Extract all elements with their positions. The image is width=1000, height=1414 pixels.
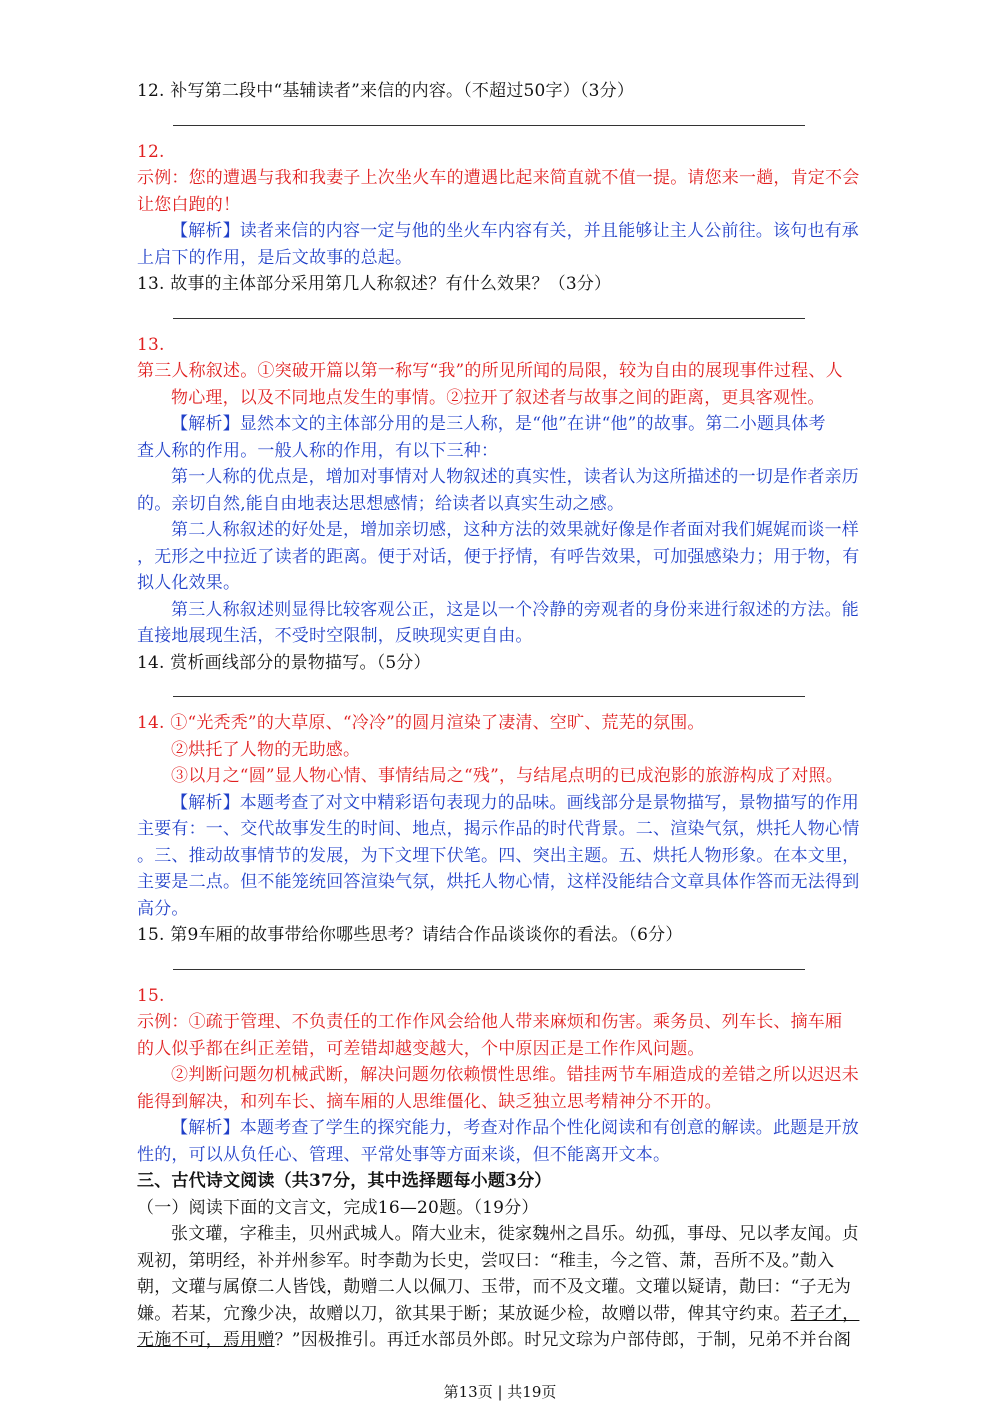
- answer-line-15: [137, 949, 882, 983]
- answer-13-line-2: 物心理，以及不同地点发生的事情。②拉开了叙述者与故事之间的距离，更具客观性。: [171, 387, 825, 408]
- analysis-14-line-3: 。三、推动故事情节的发展，为下文埋下伏笔。四、突出主题。五、烘托人物形象。在本文里，: [137, 845, 860, 866]
- underlined-phrase-1: 若子才，: [790, 1303, 860, 1324]
- analysis-13-line-5: 第二人称叙述的好处是，增加亲切感，这种方法的效果就好像是作者面对我们娓娓而谈一样: [171, 520, 859, 540]
- section-heading: 三、古代诗文阅读（共37分，其中选择题每小题3分）: [137, 1171, 552, 1191]
- question-15: 15. 第9车厢的故事带给你哪些思考？请结合作品谈谈你的看法。（6分）: [137, 925, 683, 945]
- analysis-13-line-4: 的。亲切自然,能自由地表达思想感情；给读者以真实生动之感。: [137, 493, 625, 514]
- analysis-13-line-7: 拟人化效果。: [137, 573, 241, 593]
- answer-13-line-1: 第三人称叙述。①突破开篇以第一称写“我”的所见所闻的局限，较为自由的展现事件过程、人: [137, 361, 843, 381]
- question-12: 12. 补写第二段中“基辅读者”来信的内容。（不超过50字）（3分）: [137, 81, 635, 101]
- passage-line-4-text: 嫌。若某，宂豫少决，故赠以刀，欲其果于断；某放诞少检，故赠以带，俾其守约束。: [137, 1303, 791, 1324]
- page-footer: 第13页 | 共19页: [443, 1383, 557, 1401]
- passage-line-5-text: ？”因极推引。再迁水部员外郎。时兄文琮为户部侍郎，于制，兄弟不并台阁: [274, 1330, 852, 1350]
- analysis-13-line-8: 第三人称叙述则显得比较客观公正，这是以一个冷静的旁观者的身份来进行叙述的方法。能: [171, 599, 859, 620]
- question-14: 14. 赏析画线部分的景物描写。（5分）: [137, 652, 431, 673]
- passage-line-2: 观初，第明经，补并州参军。时李勣为长史，尝叹曰：“稚圭，今之管、萧，吾所不及。”勣入: [137, 1250, 835, 1271]
- analysis-15-line-1: 【解析】本题考查了学生的探究能力，考查对作品个性化阅读和有创意的解读。此题是开放: [171, 1118, 859, 1138]
- answer-14-line-3: ③以月之“圆”显人物心情、事情结局之“残”，与结尾点明的已成泡影的旅游构成了对照。: [171, 766, 843, 786]
- answer-14-line-1: 14. ①“光秃秃”的大草原、“冷冷”的圆月渲染了凄清、空旷、荒芜的氛围。: [137, 713, 705, 733]
- analysis-12-line-2: 上启下的作用，是后文故事的总起。: [137, 247, 413, 268]
- answer-15-line-2: 的人似乎都在纠正差错，可差错却越变越大，个中原因正是工作作风问题。: [137, 1038, 705, 1059]
- analysis-14-line-4: 主要是二点。但不能笼统回答渲染气氛，烘托人物心情，这样没能结合文章具体作答而无法得到: [137, 872, 860, 892]
- passage-line-3: 朝，文瓘与属僚二人皆饯，勣赠二人以佩刀、玉带，而不及文瓘。文瓘以疑请，勣曰：“子无为: [137, 1277, 852, 1297]
- underlined-phrase-2: 无施不可，焉用赠: [137, 1330, 275, 1350]
- analysis-14-line-1: 【解析】本题考查了对文中精彩语句表现力的品味。画线部分是景物描写，景物描写的作用: [171, 792, 859, 813]
- section-subheading: （一）阅读下面的文言文，完成16—20题。（19分）: [137, 1197, 539, 1218]
- answer-line-12: [137, 105, 882, 139]
- answer-15-number: 15.: [137, 985, 165, 1006]
- answer-line-13: [137, 298, 882, 332]
- analysis-13-line-2: 查人称的作用。一般人称的作用，有以下三种：: [137, 440, 499, 461]
- answer-15-line-3: ②判断问题勿机械武断，解决问题勿依赖惯性思维。错挂两节车厢造成的差错之所以迟迟未: [171, 1065, 859, 1085]
- analysis-12-line-1: 【解析】读者来信的内容一定与他的坐火车内容有关，并且能够让主人公前往。该句也有承: [171, 221, 859, 241]
- passage-line-1: 张文瓘，字稚圭，贝州武城人。隋大业末，徙家魏州之昌乐。幼孤，事母、兄以孝友闻。贞: [171, 1224, 859, 1244]
- answer-15-line-1: 示例：①疏于管理、不负责任的工作作风会给他人带来麻烦和伤害。乘务员、列车长、摘车厢: [137, 1012, 843, 1032]
- analysis-13-line-9: 直接地展现生活，不受时空限制，反映现实更自由。: [137, 626, 533, 646]
- answer-13-number: 13.: [137, 334, 165, 355]
- analysis-13-line-1: 【解析】显然本文的主体部分用的是三人称，是“他”在讲“他”的故事。第二小题具体考: [171, 414, 826, 434]
- analysis-14-line-2: 主要有：一、交代故事发生的时间、地点，揭示作品的时代背景。二、渲染气氛，烘托人物心情: [137, 819, 860, 839]
- question-13: 13. 故事的主体部分采用第几人称叙述？有什么效果？（3分）: [137, 274, 612, 294]
- answer-15-line-4: 能得到解决，和列车长、摘车厢的人思维僵化、缺乏独立思考精神分不开的。: [137, 1091, 722, 1112]
- answer-12-number: 12.: [137, 141, 165, 162]
- passage-line-5: [137, 1327, 882, 1354]
- passage-line-4: [137, 1301, 882, 1328]
- answer-12-line-1: 示例：您的遭遇与我和我妻子上次坐火车的遭遇比起来简直就不值一提。请您来一趟，肯定不会: [137, 168, 860, 188]
- analysis-13-line-3: 第一人称的优点是，增加对事情对人物叙述的真实性，读者认为这所描述的一切是作者亲历: [171, 467, 859, 487]
- answer-12-line-2: 让您白跑的！: [137, 194, 241, 215]
- answer-line-14: [137, 676, 882, 710]
- analysis-14-line-5: 高分。: [137, 898, 189, 919]
- answer-14-line-2: ②烘托了人物的无助感。: [171, 739, 361, 760]
- page-content: [137, 78, 882, 1354]
- analysis-13-line-6: ，无形之中拉近了读者的距离。便于对话，便于抒情，有呼告效果，可加强感染力；用于物，有: [137, 546, 860, 567]
- analysis-15-line-2: 性的，可以从负任心、管理、平常处事等方面来谈，但不能离开文本。: [137, 1144, 671, 1165]
